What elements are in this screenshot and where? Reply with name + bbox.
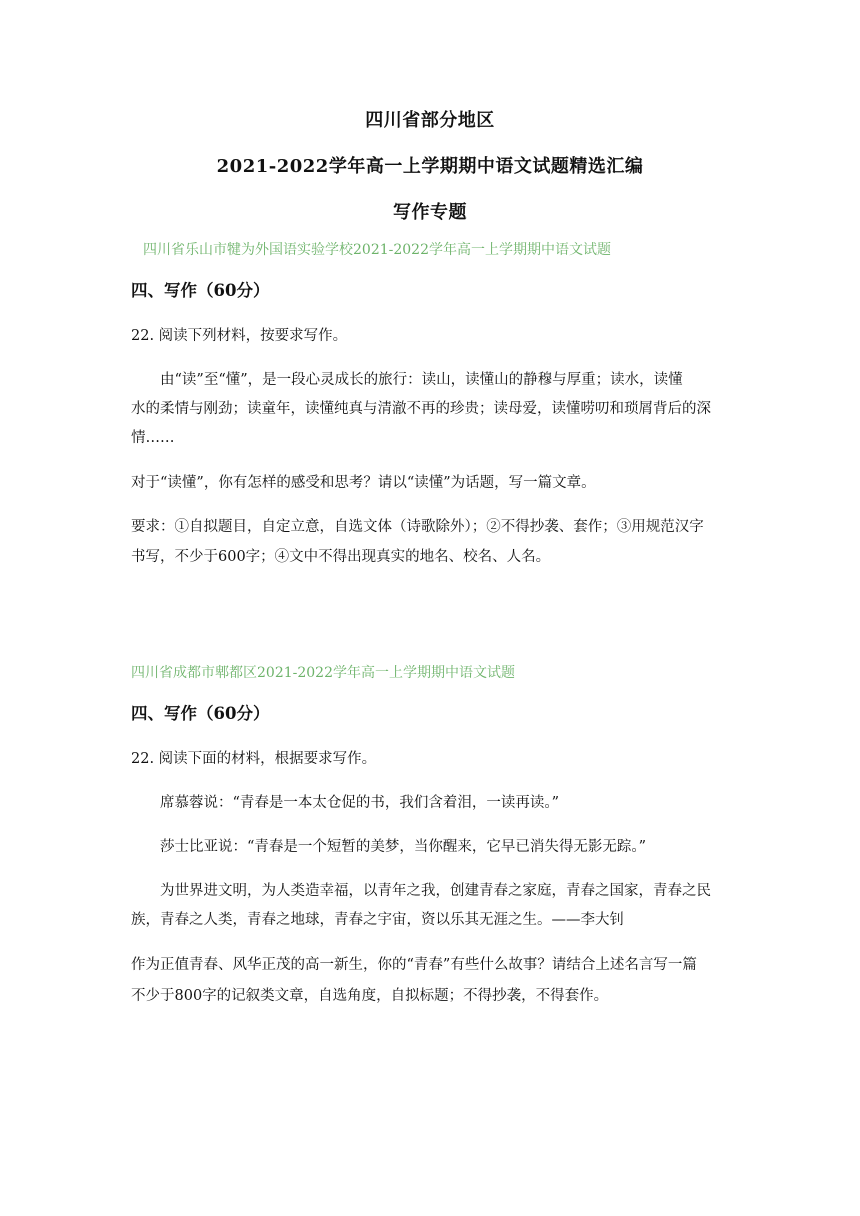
material-line-3: 情…… bbox=[131, 430, 175, 446]
quote-line-3a: 为世界进文明，为人类造幸福，以青年之我，创建青春之家庭，青春之国家，青春之民 bbox=[160, 883, 711, 899]
document-title-region: 四川省部分地区 bbox=[365, 110, 495, 131]
writing-prompt-2b: 不少于800字的记叙类文章，自选角度，自拟标题；不得抄袭，不得套作。 bbox=[131, 988, 609, 1004]
section-source-2: 四川省成都市郫都区2021-2022学年高一上学期期中语文试题 bbox=[131, 665, 515, 681]
question-intro-1: 22. 阅读下列材料，按要求写作。 bbox=[131, 328, 348, 344]
writing-prompt-1: 对于“读懂”，你有怎样的感受和思考？请以“读懂”为话题，写一篇文章。 bbox=[131, 475, 596, 491]
requirement-line-1: 要求：①自拟题目，自定立意，自选文体（诗歌除外）；②不得抄袭、套作；③用规范汉字 bbox=[131, 519, 704, 535]
section-heading-2: 四、写作（60分） bbox=[131, 704, 270, 723]
question-intro-2: 22. 阅读下面的材料，根据要求写作。 bbox=[131, 751, 377, 767]
quote-line-2: 莎士比亚说：“青春是一个短暂的美梦，当你醒来，它早已消失得无影无踪。” bbox=[160, 839, 647, 855]
material-line-2: 水的柔情与刚劲；读童年，读懂纯真与清澈不再的珍贵；读母爱，读懂唠叨和琐屑背后的深 bbox=[131, 401, 711, 417]
quote-line-1: 席慕蓉说：“青春是一本太仓促的书，我们含着泪，一读再读。” bbox=[160, 795, 560, 811]
quote-line-3b: 族，青春之人类，青春之地球，青春之宇宙，资以乐其无涯之生。——李大钊 bbox=[131, 912, 624, 928]
section-source-1: 四川省乐山市犍为外国语实验学校2021-2022学年高一上学期期中语文试题 bbox=[143, 242, 611, 258]
document-title-topic: 写作专题 bbox=[393, 202, 467, 223]
material-line-1: 由“读”至“懂”，是一段心灵成长的旅行：读山，读懂山的静穆与厚重；读水，读懂 bbox=[160, 372, 683, 388]
requirement-line-2: 书写，不少于600字；④文中不得出现真实的地名、校名、人名。 bbox=[131, 549, 551, 565]
section-heading-1: 四、写作（60分） bbox=[131, 281, 270, 300]
writing-prompt-2a: 作为正值青春、风华正茂的高一新生，你的“青春”有些什么故事？请结合上述名言写一篇 bbox=[131, 957, 697, 973]
document-title-main: 2021-2022学年高一上学期期中语文试题精选汇编 bbox=[216, 156, 644, 177]
